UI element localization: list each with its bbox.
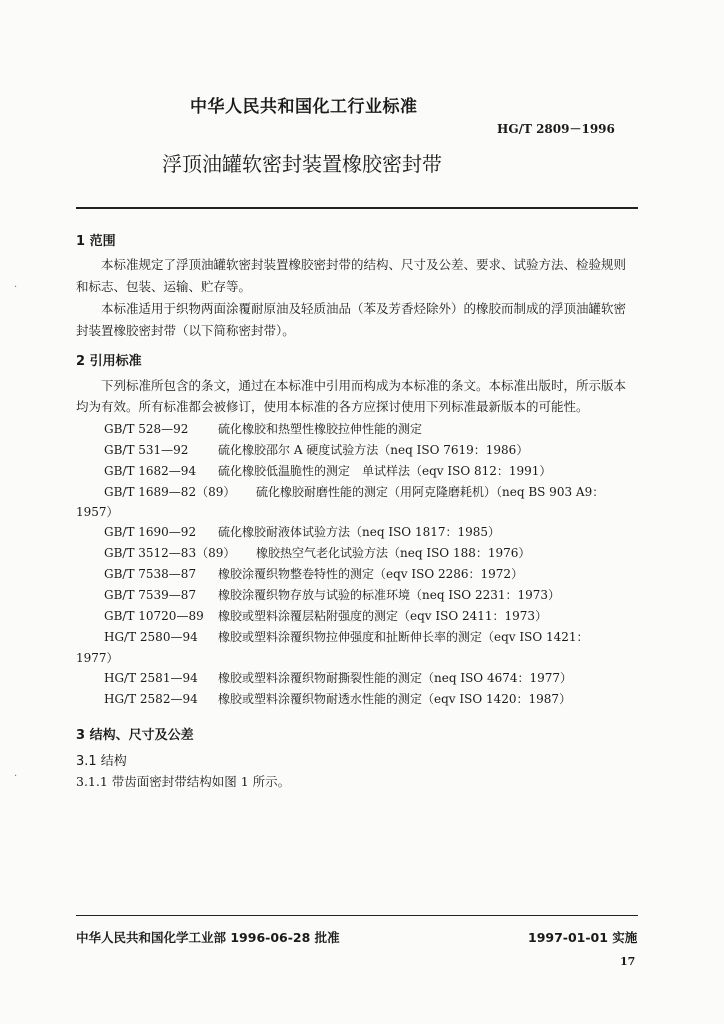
- reference-title: 橡胶涂覆织物整卷特性的测定（eqv ISO 2286：1972）: [218, 567, 524, 581]
- reference-code: GB/T 1689—82（89）: [104, 485, 236, 499]
- reference-continuation: 1957）: [76, 505, 119, 519]
- standard-number: HG/T 2809－1996: [497, 122, 615, 136]
- document-title: 浮顶油罐软密封装置橡胶密封带: [162, 152, 442, 176]
- reference-title: 硫化橡胶耐磨性能的测定（用阿克隆磨耗机）（neq BS 903 A9：: [256, 485, 605, 499]
- subsection-3-1-heading: 3.1 结构: [76, 754, 127, 769]
- reference-title: 橡胶热空气老化试验方法（neq ISO 188：1976）: [256, 546, 531, 560]
- section-1-heading: 1 范围: [76, 234, 116, 249]
- reference-code: GB/T 10720—89: [104, 609, 204, 623]
- section-1-paragraph-2-line-1: 本标准适用于织物两面涂覆耐原油及轻质油品（苯及芳香烃除外）的橡胶而制成的浮顶油罐软密: [101, 301, 627, 316]
- reference-item: [104, 441, 528, 458]
- section-2-intro-line-2: 均为有效。所有标准都会被修订，使用本标准的各方应探讨使用下列标准最新版本的可能性。: [76, 399, 589, 414]
- reference-title: 硫化橡胶邵尔 A 硬度试验方法（neq ISO 7619：1986）: [218, 443, 529, 457]
- reference-continuation: 1977）: [76, 651, 119, 665]
- approval-line: 中华人民共和国化学工业部 1996-06-28 批准: [76, 930, 340, 945]
- reference-item: [104, 586, 560, 603]
- reference-item: [104, 628, 589, 645]
- reference-code: GB/T 531—92: [104, 443, 189, 457]
- reference-item: [104, 523, 500, 540]
- reference-item: [104, 690, 571, 707]
- reference-title: 硫化橡胶和热塑性橡胶拉伸性能的测定: [218, 422, 423, 436]
- reference-code: GB/T 528—92: [104, 422, 189, 436]
- section-1-paragraph-1-line-2: 和标志、包装、运输、贮存等。: [76, 279, 252, 294]
- reference-code: GB/T 1682—94: [104, 464, 197, 478]
- reference-item: [104, 483, 604, 500]
- reference-code: GB/T 1690—92: [104, 525, 197, 539]
- reference-title: 橡胶或塑料涂覆织物拉伸强度和扯断伸长率的测定（eqv ISO 1421：: [218, 630, 589, 644]
- subsection-3-1-1-text: 3.1.1 带齿面密封带结构如图 1 所示。: [76, 774, 291, 789]
- reference-code: HG/T 2582—94: [104, 692, 198, 706]
- section-2-heading: 2 引用标准: [76, 354, 142, 369]
- reference-item: [104, 669, 572, 686]
- reference-title: 橡胶或塑料涂覆织物耐撕裂性能的测定（neq ISO 4674：1977）: [218, 671, 573, 685]
- section-3-heading: 3 结构、尺寸及公差: [76, 728, 194, 743]
- reference-title: 橡胶涂覆织物存放与试验的标准环境（neq ISO 2231：1973）: [218, 588, 561, 602]
- reference-item: [104, 565, 523, 582]
- reference-title: 硫化橡胶耐液体试验方法（neq ISO 1817：1985）: [218, 525, 501, 539]
- page-number: 17: [620, 955, 636, 968]
- section-2-intro-line-1: 下列标准所包含的条文，通过在本标准中引用而构成为本标准的条文。本标准出版时，所示版本: [101, 378, 627, 393]
- footer-divider: [76, 915, 638, 916]
- implementation-date: 1997-01-01 实施: [528, 930, 638, 945]
- reference-item: [104, 462, 551, 479]
- reference-item: [104, 420, 422, 437]
- reference-item: [104, 607, 547, 624]
- header-divider: [76, 207, 638, 209]
- scan-mark: ·: [14, 282, 18, 293]
- issuing-body-title: 中华人民共和国化工行业标准: [190, 97, 418, 117]
- reference-code: HG/T 2580—94: [104, 630, 198, 644]
- reference-title: 橡胶或塑料涂覆层粘附强度的测定（eqv ISO 2411：1973）: [218, 609, 548, 623]
- section-1-paragraph-1-line-1: 本标准规定了浮顶油罐软密封装置橡胶密封带的结构、尺寸及公差、要求、试验方法、检验规则: [101, 257, 627, 272]
- reference-title: 橡胶或塑料涂覆织物耐透水性能的测定（eqv ISO 1420：1987）: [218, 692, 572, 706]
- section-1-paragraph-2-line-2: 封装置橡胶密封带（以下简称密封带）。: [76, 323, 295, 338]
- reference-code: GB/T 3512—83（89）: [104, 546, 236, 560]
- reference-title: 硫化橡胶低温脆性的测定 单试样法（eqv ISO 812：1991）: [218, 464, 552, 478]
- reference-item: [104, 544, 530, 561]
- scan-mark: ·: [14, 771, 18, 782]
- reference-code: HG/T 2581—94: [104, 671, 198, 685]
- reference-code: GB/T 7539—87: [104, 588, 197, 602]
- reference-code: GB/T 7538—87: [104, 567, 197, 581]
